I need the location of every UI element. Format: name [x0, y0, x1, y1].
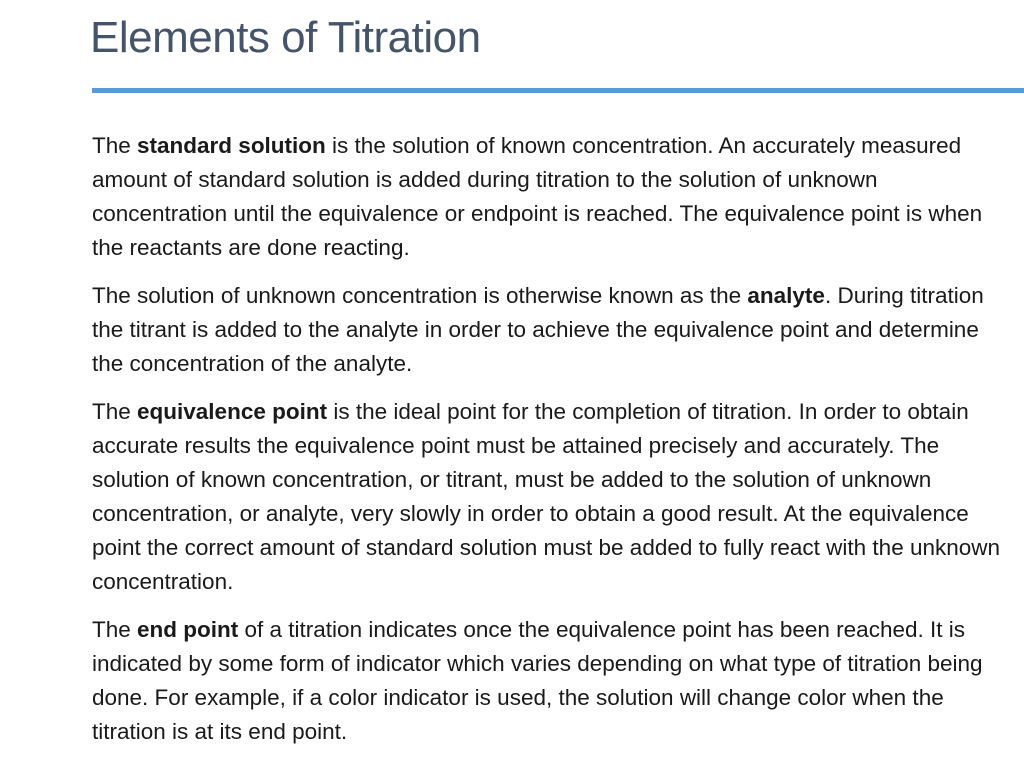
slide-title: Elements of Titration — [90, 13, 481, 62]
term-equivalence-point: equivalence point — [137, 399, 328, 424]
slide-body — [92, 129, 1014, 763]
paragraph-standard-solution — [92, 129, 1014, 265]
paragraph-text-before: The solution of unknown concentration is otherwise known as the — [92, 283, 748, 308]
paragraph-text-before: The — [92, 133, 138, 158]
paragraph-text-before: The — [92, 399, 138, 424]
term-analyte: analyte — [747, 283, 825, 308]
paragraph-text-after: is the solution of known concentration. An accurately measured amount of standard solution is added during titration to the solution of unknown concentration until the equivalence or endpoint is reached. The equivalence point is when the reactants are done reacting. — [92, 133, 983, 260]
term-end-point: end point — [137, 617, 239, 642]
paragraph-analyte — [92, 279, 1014, 381]
term-standard-solution: standard solution — [137, 133, 326, 158]
paragraph-text-after: of a titration indicates once the equivalence point has been reached. It is indicated by some form of indicator which varies depending on what type of titration being done. For example, if a color indicator is used, the solution will change color when the titration is at its end point. — [92, 617, 983, 744]
paragraph-text-before: The — [92, 617, 138, 642]
paragraph-text-after: is the ideal point for the completion of titration. In order to obtain accurate results the equivalence point must be attained precisely and accurately. The solution of known concentration, or titrant, must be added to the solution of unknown concentration, or analyte, very slowly in order to obtain a good result. At the equivalence point the correct amount of standard solution must be added to fully react with the unknown concentration. — [92, 399, 1001, 594]
paragraph-end-point — [92, 613, 1014, 749]
paragraph-equivalence-point — [92, 395, 1014, 599]
title-divider — [92, 88, 1024, 93]
paragraph-text-after: . During titration the titrant is added to the analyte in order to achieve the equivalence point and determine the concentration of the analyte. — [92, 283, 984, 376]
